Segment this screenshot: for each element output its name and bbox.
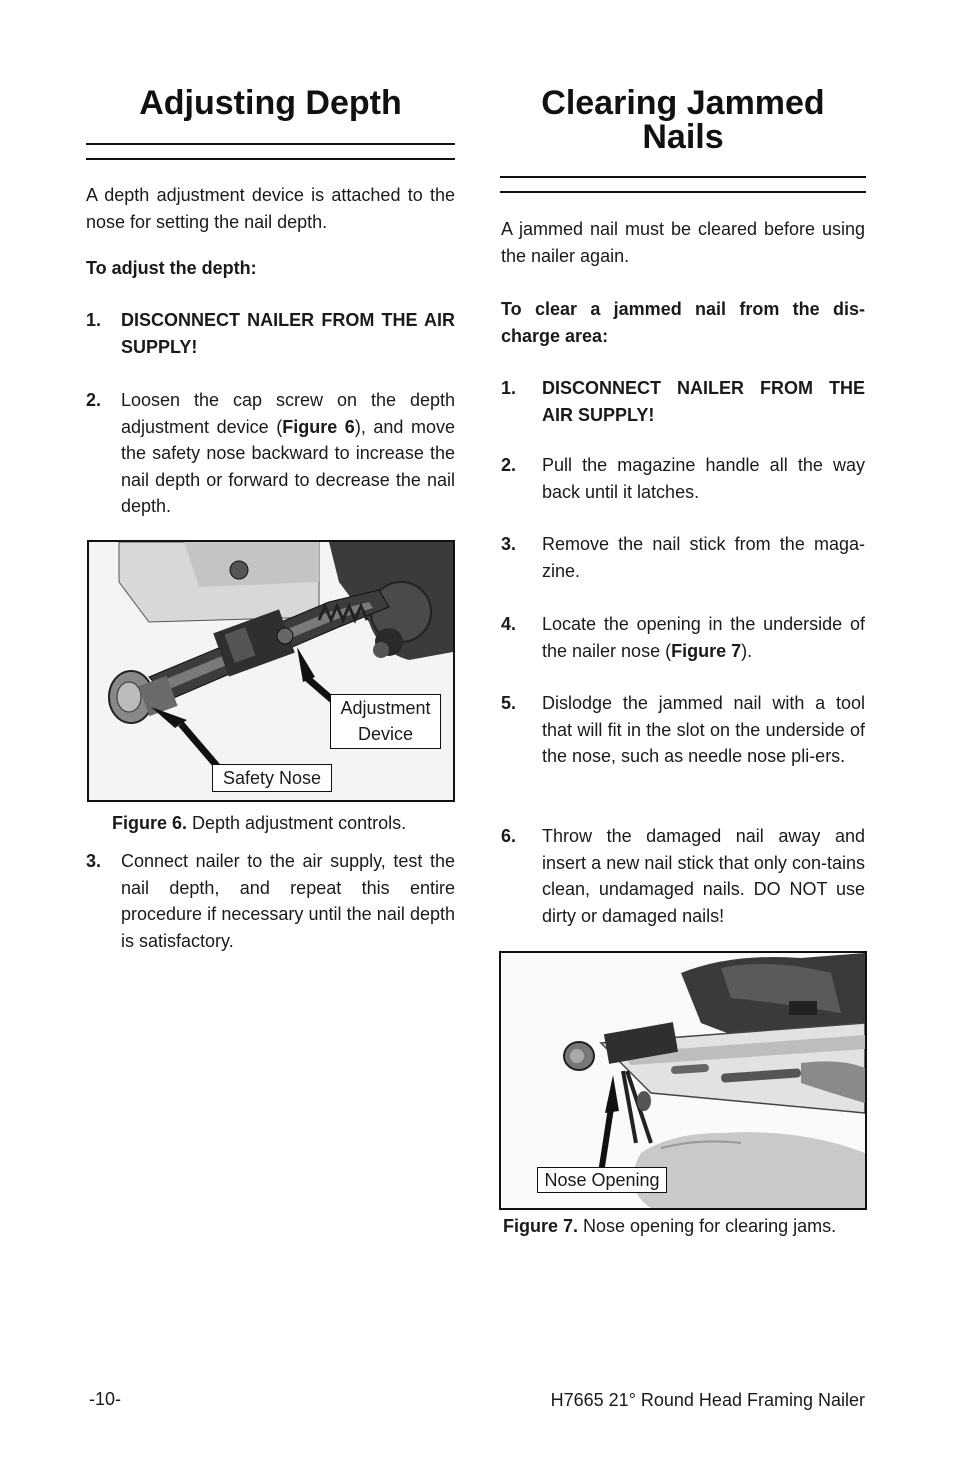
figure-reference: Figure 6	[282, 416, 355, 437]
step-text: DISCONNECT NAILER FROM THE AIR SUPPLY!	[121, 310, 455, 357]
step-text: Locate the opening in the underside of the nailer nose (Figure 7).	[542, 614, 865, 661]
step-number: 6.	[501, 826, 517, 846]
step-number: 2.	[86, 390, 102, 410]
title-rule-bottom	[500, 191, 866, 193]
subheading: To clear a jammed nail from the dis-charge area:	[501, 299, 865, 346]
subheading: To adjust the depth:	[86, 258, 257, 278]
nailer-nose-illustration	[89, 542, 453, 800]
list-item	[501, 375, 865, 431]
list-item	[501, 690, 865, 800]
step-number: 5.	[501, 693, 517, 713]
callout-adjustment-device: Adjustment Device	[330, 694, 441, 749]
list-item	[86, 387, 455, 522]
step-number: 3.	[501, 534, 517, 554]
step-number: 1.	[86, 310, 102, 330]
step-text: DISCONNECT NAILER FROM THE AIR SUPPLY!	[542, 378, 865, 425]
callout-safety-nose: Safety Nose	[212, 764, 332, 792]
figure-7-caption: Figure 7. Nose opening for clearing jams.	[503, 1216, 837, 1236]
figure-6-caption: Figure 6. Depth adjustment controls.	[112, 813, 407, 833]
intro-paragraph: A depth adjustment device is attached to the nose for setting the nail depth.	[86, 185, 455, 232]
title-rule-bottom	[86, 158, 455, 160]
figure-reference: Figure 7	[671, 640, 742, 661]
step-text: Dislodge the jammed nail with a tool that will fit in the slot on the underside of the nose, such as needle nose pli-ers.	[542, 693, 865, 766]
list-item	[501, 531, 865, 587]
page-number: -10-	[89, 1389, 122, 1409]
list-item	[86, 307, 455, 363]
list-item	[501, 611, 865, 667]
title-rule-top	[86, 143, 455, 145]
section-title-adjusting-depth: Adjusting Depth	[139, 84, 402, 122]
list-item	[501, 823, 865, 933]
list-item	[501, 452, 865, 508]
product-name: H7665 21° Round Head Framing Nailer	[550, 1390, 865, 1410]
step-text: Remove the nail stick from the maga-zine.	[542, 534, 865, 581]
step-number: 4.	[501, 614, 517, 634]
figure-6-photo	[87, 540, 455, 802]
section-title-clearing-jammed-nails: Clearing Jammed Nails	[541, 84, 825, 156]
step-text: Pull the magazine handle all the way back until it latches.	[542, 455, 865, 502]
step-text: Loosen the cap screw on the depth adjustment device (Figure 6), and move the safety nose backward to increase the nail depth or forward to decrease the nail depth.	[121, 390, 456, 516]
step-number: 3.	[86, 851, 102, 871]
intro-paragraph: A jammed nail must be cleared before using the nailer again.	[501, 219, 865, 266]
step-text: Connect nailer to the air supply, test the nail depth, and repeat this entire procedure if necessary until the nail depth is satisfactory.	[121, 851, 455, 951]
step-number: 2.	[501, 455, 517, 475]
callout-nose-opening: Nose Opening	[537, 1167, 667, 1193]
list-item	[86, 848, 455, 958]
step-text: Throw the damaged nail away and insert a new nail stick that only con-tains clean, undamaged nails. DO NOT use dirty or damaged nails!	[542, 826, 865, 926]
step-number: 1.	[501, 378, 517, 398]
title-rule-top	[500, 176, 866, 178]
